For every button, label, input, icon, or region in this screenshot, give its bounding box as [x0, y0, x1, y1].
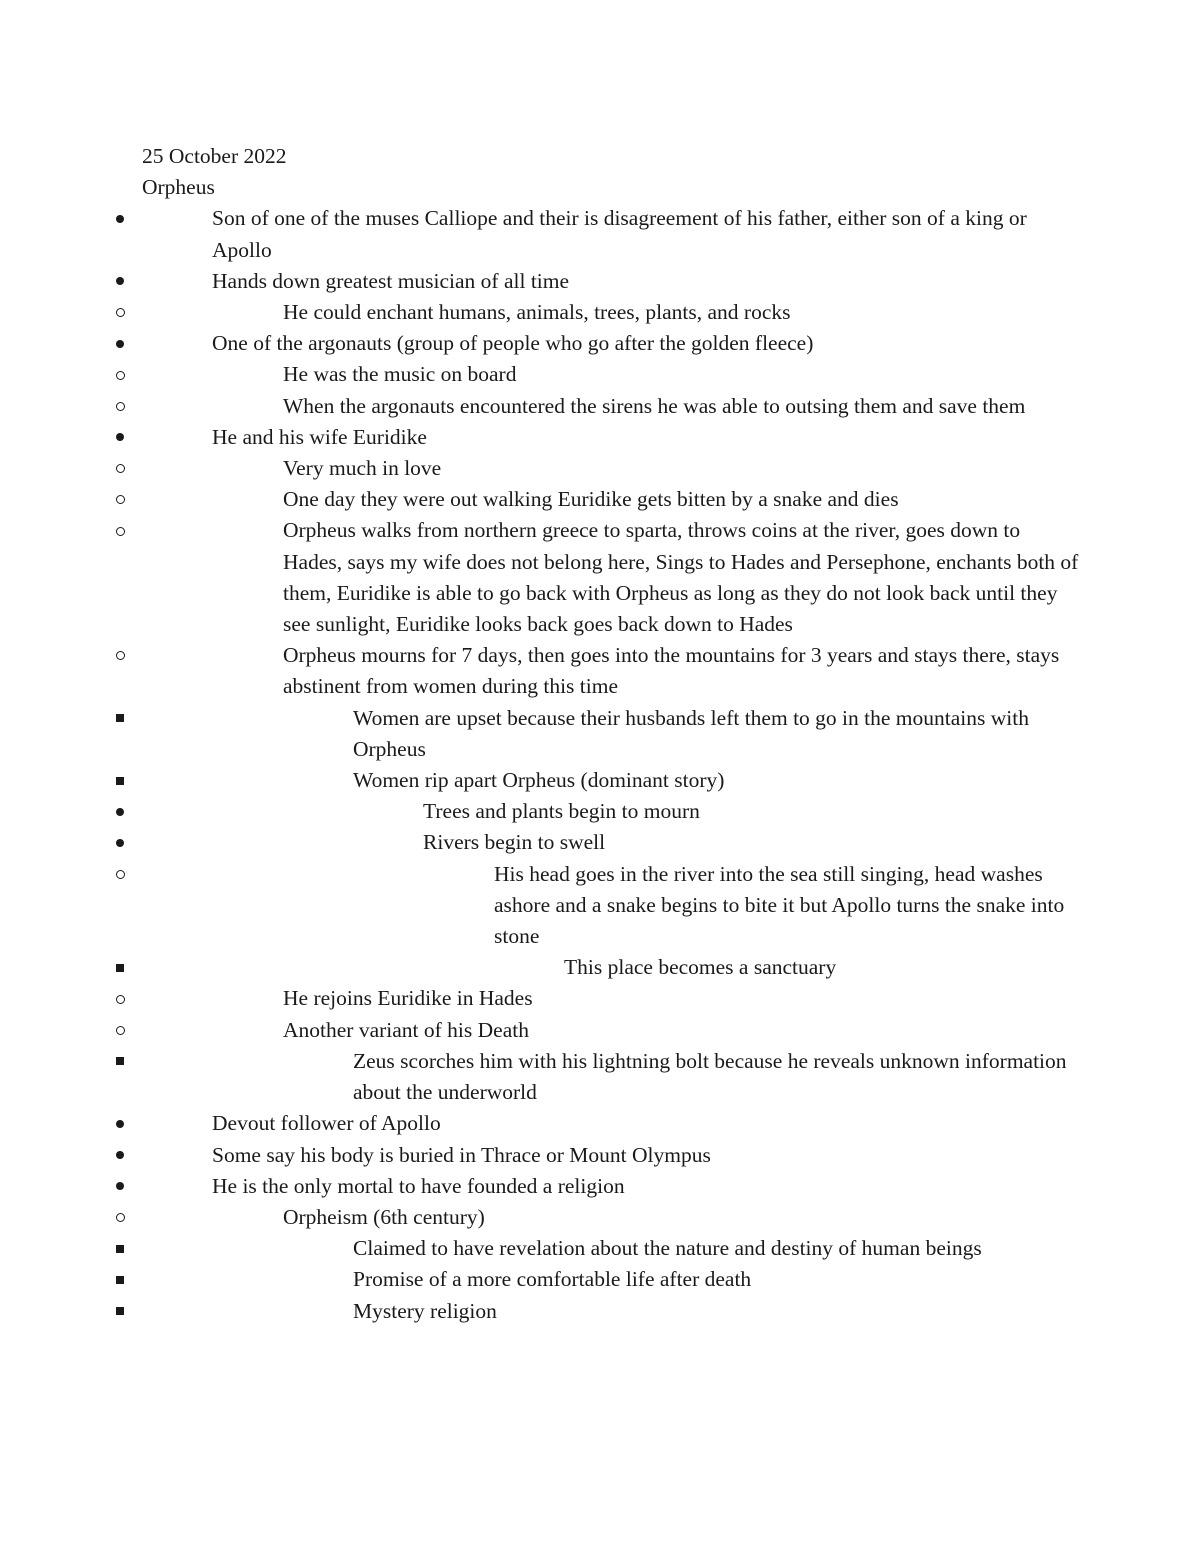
list-item-text: Claimed to have revelation about the nature and destiny of human beings — [353, 1236, 982, 1261]
list-item-text: Women rip apart Orpheus (dominant story) — [353, 768, 725, 793]
square-bullet-icon — [110, 1046, 130, 1077]
disc-bullet-icon — [110, 1171, 130, 1202]
list-item-text: He rejoins Euridike in Hades — [283, 986, 533, 1011]
list-item — [142, 266, 1082, 297]
disc-bullet-icon — [110, 328, 130, 359]
list-item-text: Very much in love — [283, 456, 442, 481]
list-item — [142, 983, 1082, 1014]
list-item — [142, 703, 1082, 765]
list-item-text: Promise of a more comfortable life after death — [353, 1267, 752, 1292]
list-item-text: He was the music on board — [283, 362, 517, 387]
list-item-text: His head goes in the river into the sea still singing, head washes ashore and a snake begins to bite it but Apollo turns the snake into stone — [494, 861, 1065, 949]
list-item — [142, 859, 1082, 953]
list-item — [142, 1296, 1082, 1327]
list-item — [142, 1264, 1082, 1295]
disc-bullet-icon — [110, 827, 130, 858]
disc-bullet-icon — [110, 266, 130, 297]
list-item-text: He is the only mortal to have founded a religion — [212, 1173, 625, 1198]
square-bullet-icon — [110, 703, 130, 734]
circle-bullet-icon — [110, 515, 130, 546]
list-item-text: Rivers begin to swell — [423, 830, 606, 855]
list-item-text: He and his wife Euridike — [212, 424, 427, 449]
list-item — [142, 515, 1082, 640]
list-item — [142, 1108, 1082, 1139]
list-item — [142, 359, 1082, 390]
document-page — [142, 141, 1082, 1327]
square-bullet-icon — [110, 952, 130, 983]
list-item-text: One of the argonauts (group of people who go after the golden fleece) — [212, 331, 814, 356]
circle-bullet-icon — [110, 859, 130, 890]
list-item-text: When the argonauts encountered the sirens he was able to outsing them and save them — [283, 393, 1026, 418]
list-item-text: Women are upset because their husbands left them to go in the mountains with Orpheus — [353, 705, 1029, 761]
list-item — [142, 640, 1082, 702]
circle-bullet-icon — [110, 453, 130, 484]
list-item — [142, 796, 1082, 827]
list-item — [142, 297, 1082, 328]
list-item — [142, 1202, 1082, 1233]
circle-bullet-icon — [110, 1015, 130, 1046]
list-item-text: One day they were out walking Euridike gets bitten by a snake and dies — [283, 487, 899, 512]
circle-bullet-icon — [110, 297, 130, 328]
disc-bullet-icon — [110, 1140, 130, 1171]
list-item — [142, 1046, 1082, 1108]
list-item-text: Orpheus mourns for 7 days, then goes into the mountains for 3 years and stays there, stays abstinent from women during this time — [283, 643, 1060, 699]
list-item — [142, 1233, 1082, 1264]
list-item-text: This place becomes a sanctuary — [564, 955, 837, 980]
disc-bullet-icon — [110, 422, 130, 453]
list-item — [142, 453, 1082, 484]
square-bullet-icon — [110, 1233, 130, 1264]
circle-bullet-icon — [110, 640, 130, 671]
list-item — [142, 391, 1082, 422]
square-bullet-icon — [110, 1296, 130, 1327]
list-item-text: Another variant of his Death — [283, 1017, 529, 1042]
list-item — [142, 952, 1082, 983]
notes-outline — [142, 203, 1082, 1326]
list-item-text: Orpheus walks from northern greece to sparta, throws coins at the river, goes down to Hades, says my wife does not belong here, Sings to Hades and Persephone, enchants both of them, Euridike is able to go back with Orpheus as long as they do not look back until they see sunlight, Euridike looks back goes back down to Hades — [283, 518, 1079, 637]
list-item-text: Son of one of the muses Calliope and their is disagreement of his father, either son of a king or Apollo — [212, 206, 1027, 262]
list-item-text: Zeus scorches him with his lightning bolt because he reveals unknown information about the underworld — [353, 1048, 1067, 1105]
list-item-text: Orpheism (6th century) — [283, 1204, 485, 1229]
square-bullet-icon — [110, 765, 130, 796]
list-item-text: Hands down greatest musician of all time — [212, 268, 570, 293]
list-item — [142, 1171, 1082, 1202]
circle-bullet-icon — [110, 391, 130, 422]
list-item-text: Some say his body is buried in Thrace or Mount Olympus — [212, 1142, 711, 1167]
document-title: Orpheus — [142, 175, 215, 200]
list-item-text: He could enchant humans, animals, trees, plants, and rocks — [283, 300, 791, 325]
square-bullet-icon — [110, 1264, 130, 1295]
circle-bullet-icon — [110, 1202, 130, 1233]
list-item — [142, 422, 1082, 453]
document-date: 25 October 2022 — [142, 144, 287, 168]
disc-bullet-icon — [110, 1108, 130, 1139]
list-item — [142, 203, 1082, 265]
list-item — [142, 765, 1082, 796]
list-item — [142, 484, 1082, 515]
list-item — [142, 1015, 1082, 1046]
list-item-text: Mystery religion — [353, 1298, 497, 1323]
circle-bullet-icon — [110, 983, 130, 1014]
disc-bullet-icon — [110, 796, 130, 827]
list-item — [142, 1140, 1082, 1171]
list-item-text: Devout follower of Apollo — [212, 1111, 441, 1136]
list-item-text: Trees and plants begin to mourn — [423, 799, 700, 824]
list-item — [142, 827, 1082, 858]
circle-bullet-icon — [110, 359, 130, 390]
circle-bullet-icon — [110, 484, 130, 515]
disc-bullet-icon — [110, 203, 130, 234]
list-item — [142, 328, 1082, 359]
